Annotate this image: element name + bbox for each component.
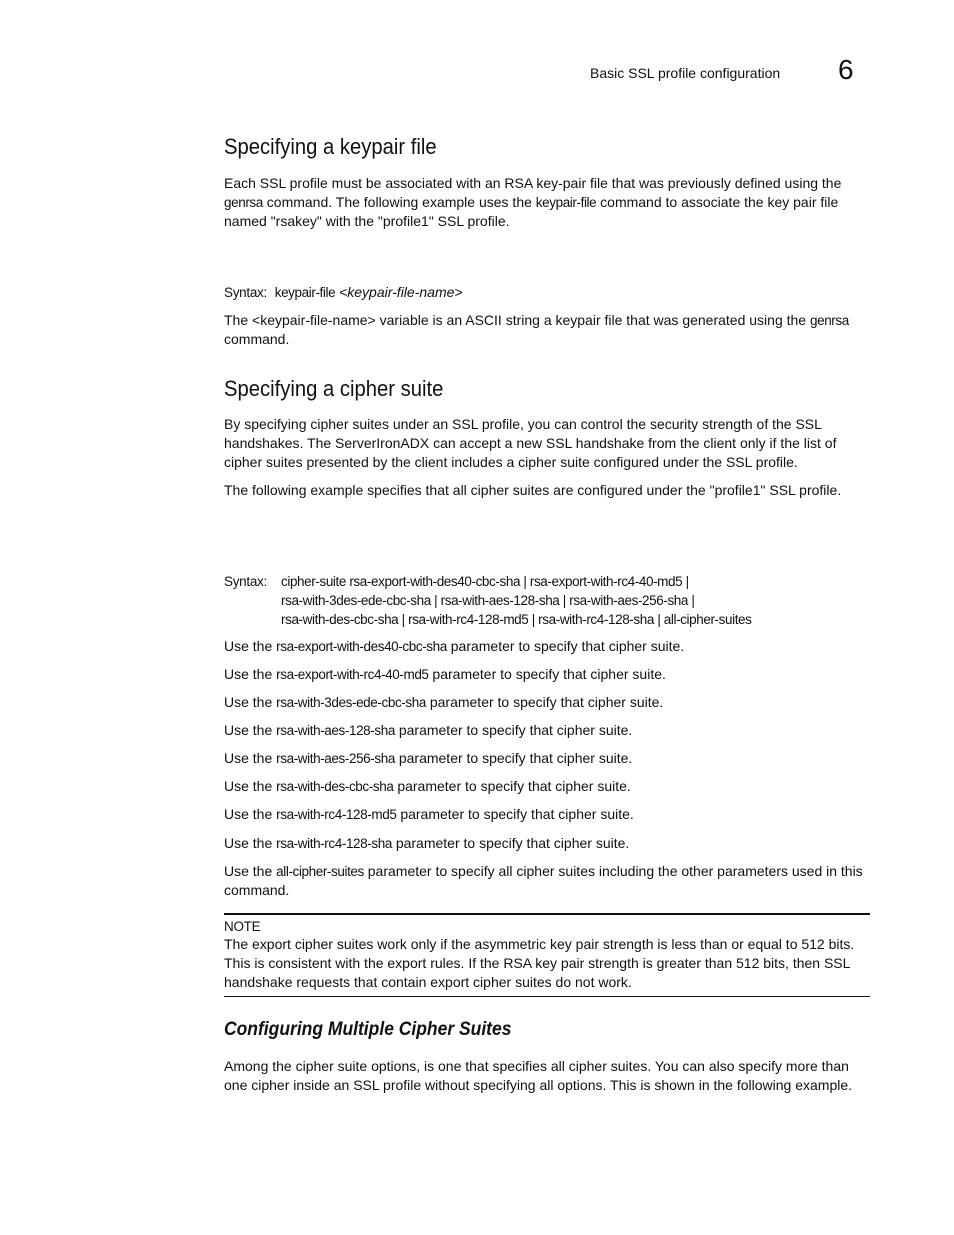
description-text: Use the xyxy=(224,694,277,710)
cipher-parameter-command: rsa-with-des-cbc-sha xyxy=(276,779,394,794)
note-top-rule xyxy=(224,913,870,915)
keypair-syntax xyxy=(224,283,870,302)
description-text: The <keypair-file-name> variable is an ASCII string a keypair file that was generated using the xyxy=(224,312,810,328)
description-text: parameter to specify all cipher suites including the other parameters used in this command. xyxy=(224,863,863,898)
cipher-parameter-command: rsa-export-with-rc4-40-md5 xyxy=(276,667,429,682)
description-text: Use the xyxy=(224,778,277,794)
description-text: Use the xyxy=(224,863,277,879)
syntax-command: keypair-file xyxy=(274,285,336,300)
description-text: Use the xyxy=(224,835,277,851)
parameter-description xyxy=(224,805,870,824)
syntax-line: rsa-with-3des-ede-cbc-sha | rsa-with-aes-128-sha | rsa-with-aes-256-sha | xyxy=(281,593,695,608)
intro-text: command. The following example uses the xyxy=(262,194,536,210)
description-text: Use the xyxy=(224,806,277,822)
parameter-description xyxy=(224,749,870,768)
cipher-syntax xyxy=(224,572,870,629)
description-text: parameter to specify that cipher suite. xyxy=(394,722,633,738)
intro-text: command to associate the key pair file named "rsakey" with the "profile1" SSL profile. xyxy=(224,194,839,229)
all-cipher-suites-command: all-cipher-suites xyxy=(276,864,364,879)
cipher-parameter-command: rsa-with-3des-ede-cbc-sha xyxy=(276,695,426,710)
cipher-parameter-command: rsa-with-aes-256-sha xyxy=(276,751,395,766)
description-text: Use the xyxy=(224,666,277,682)
parameter-description xyxy=(224,637,870,656)
syntax-label: Syntax: xyxy=(224,574,267,589)
parameter-description xyxy=(224,834,870,853)
cipher-parameter-command: rsa-export-with-des40-cbc-sha xyxy=(276,639,447,654)
description-text: parameter to specify that cipher suite. xyxy=(396,806,634,822)
note-label: NOTE xyxy=(224,919,261,934)
note-text: The export cipher suites work only if the asymmetric key pair strength is less than or equal to 512 bits. This is consistent with the export rules. If the RSA key pair strength is greater than 512 bits, then SSL handshake requests that contain export cipher suites do not work. xyxy=(224,936,855,990)
parameter-description xyxy=(224,777,870,796)
description-text: parameter to specify that cipher suite. xyxy=(393,778,631,794)
note-bottom-rule xyxy=(224,996,870,997)
multiple-cipher-heading: Configuring Multiple Cipher Suites xyxy=(224,1019,512,1040)
description-text: Use the xyxy=(224,638,277,654)
syntax-line: cipher-suite rsa-export-with-des40-cbc-sha | rsa-export-with-rc4-40-md5 | xyxy=(281,574,689,589)
description-text: parameter to specify that cipher suite. xyxy=(446,638,685,654)
cipher-parameter-command: rsa-with-rc4-128-sha xyxy=(276,836,392,851)
cipher-heading: Specifying a cipher suite xyxy=(224,376,444,401)
description-text: parameter to specify that cipher suite. xyxy=(391,835,630,851)
keypair-file-command: keypair-file xyxy=(535,195,597,210)
syntax-lines xyxy=(281,572,870,629)
description-text: parameter to specify that cipher suite. xyxy=(394,750,633,766)
keypair-variable-description xyxy=(224,311,870,349)
intro-text: Each SSL profile must be associated with an RSA key-pair file that was previously defined using the xyxy=(224,175,842,191)
description-text: Use the xyxy=(224,750,277,766)
cipher-parameter-command: rsa-with-rc4-128-md5 xyxy=(276,807,397,822)
running-header-section-title: Basic SSL profile configuration xyxy=(590,65,781,81)
parameter-description xyxy=(224,665,870,684)
keypair-heading: Specifying a keypair file xyxy=(224,134,437,159)
chapter-number: 6 xyxy=(838,54,854,85)
syntax-label: Syntax: xyxy=(224,285,267,300)
cipher-intro-paragraph: By specifying cipher suites under an SSL profile, you can control the security strength of the SSL handshakes. The ServerIronADX can accept a new SSL handshake from the client only if the list of cipher suites presented by the client includes a cipher suite configured under the SSL profile. xyxy=(224,416,837,470)
description-text: parameter to specify that cipher suite. xyxy=(425,694,664,710)
cipher-example-paragraph: The following example specifies that all cipher suites are configured under the "profile1" SSL profile. xyxy=(224,482,842,498)
syntax-variable: <keypair-file-name> xyxy=(339,284,463,300)
genrsa-command: genrsa xyxy=(224,195,263,210)
parameter-description xyxy=(224,721,870,740)
multiple-cipher-paragraph: Among the cipher suite options, is one that specifies all cipher suites. You can also specify more than one cipher inside an SSL profile without specifying all options. This is shown in the following example. xyxy=(224,1058,853,1093)
parameter-description xyxy=(224,693,870,712)
description-text: parameter to specify that cipher suite. xyxy=(428,666,666,682)
description-text: command. xyxy=(224,331,290,347)
description-text: Use the xyxy=(224,722,277,738)
genrsa-command: genrsa xyxy=(809,313,849,328)
syntax-line: rsa-with-des-cbc-sha | rsa-with-rc4-128-md5 | rsa-with-rc4-128-sha | all-cipher-suites xyxy=(281,612,752,627)
keypair-intro-paragraph xyxy=(224,174,870,231)
all-cipher-suites-description xyxy=(224,862,870,900)
cipher-parameter-command: rsa-with-aes-128-sha xyxy=(276,723,395,738)
